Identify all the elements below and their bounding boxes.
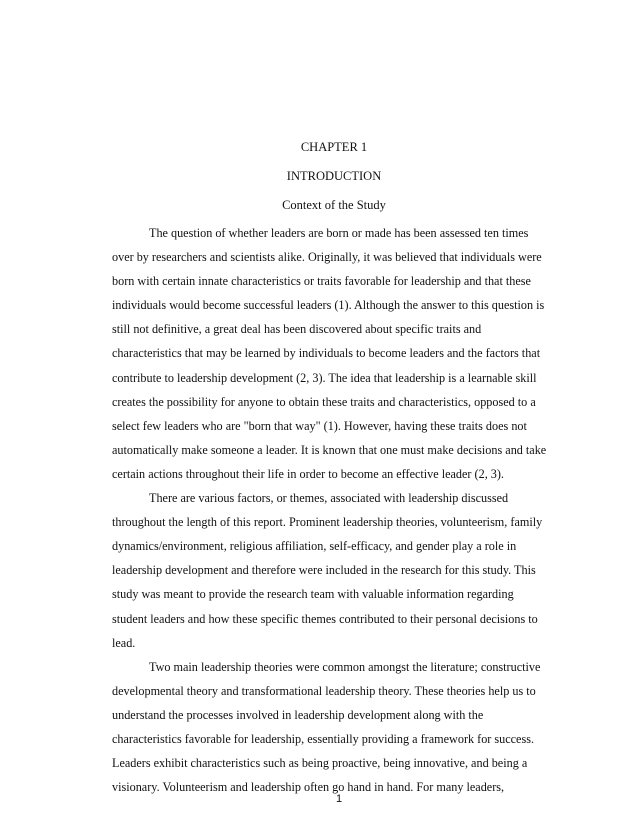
text-line: throughout the length of this report. Prominent leadership theories, volunteerism, family [112,515,543,530]
chapter-heading: CHAPTER 1 [300,140,368,154]
text-line: study was meant to provide the research team with valuable information regarding [112,587,514,602]
text-line: born with certain innate characteristics or traits favorable for leadership and that these [112,274,531,289]
text-line: developmental theory and transformational leadership theory. These theories help us to [112,683,536,698]
page-number: 1 [335,793,343,805]
body-text [112,221,547,799]
text-line: certain actions throughout their life in order to become an effective leader (2, 3). [112,466,504,481]
text-line: dynamics/environment, religious affiliation, self-efficacy, and gender play a role in [112,539,517,554]
text-line: automatically make someone a leader. It is known that one must make decisions and take [112,442,547,457]
text-line: select few leaders who are "born that way" (1). However, having these traits does not [112,418,527,433]
text-line: Leaders exhibit characteristics such as being proactive, being innovative, and being a [112,756,528,771]
text-line: The question of whether leaders are born or made has been assessed ten times [149,226,529,240]
text-line: individuals would become successful leaders (1). Although the answer to this question is [112,298,545,313]
text-line: characteristics favorable for leadership, essentially providing a framework for success. [112,731,534,746]
text-line: understand the processes involved in leadership development along with the [112,707,484,722]
text-line: over by researchers and scientists alike. Originally, it was believed that individuals were [112,250,542,265]
text-line: characteristics that may be learned by individuals to become leaders and the factors that [112,346,541,361]
text-line: lead. [112,635,136,650]
text-line: still not definitive, a great deal has been discovered about specific traits and [112,322,482,337]
text-line: Two main leadership theories were common amongst the literature; constructive [149,659,541,674]
text-line: visionary. Volunteerism and leadership often go hand in hand. For many leaders, [112,780,505,795]
section-heading: Context of the Study [282,198,386,212]
chapter-title: INTRODUCTION [286,169,382,183]
text-line: There are various factors, or themes, associated with leadership discussed [149,491,509,506]
text-line: creates the possibility for anyone to obtain these traits and characteristics, opposed to a [112,394,536,409]
text-line: leadership development and therefore were included in the research for this study. This [112,563,536,578]
text-line: student leaders and how these specific themes contributed to their personal decisions to [112,611,538,626]
text-line: contribute to leadership development (2, 3). The idea that leadership is a learnable skill [112,370,537,385]
